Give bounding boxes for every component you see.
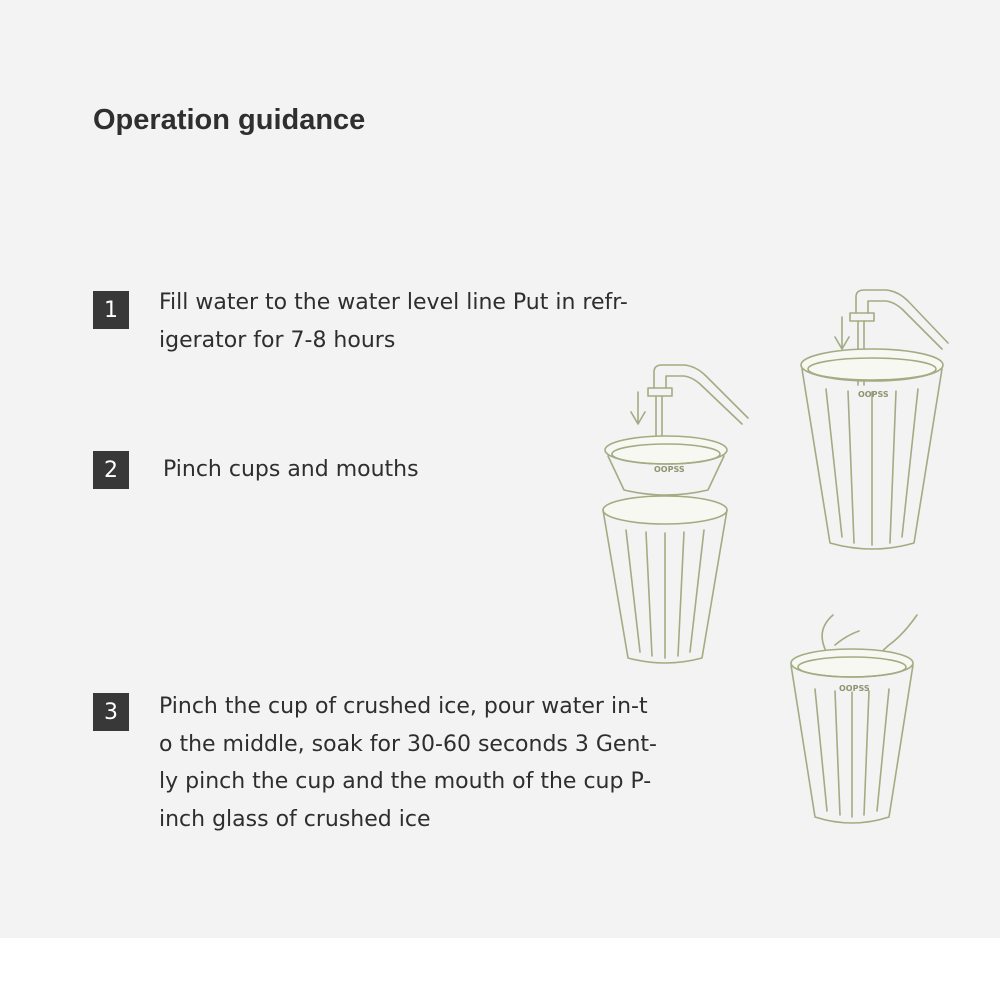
brand-mark: OOPSS [858,390,889,399]
cup-icon [801,349,943,549]
step-text: Pinch cups and mouths [163,457,419,482]
step-number-badge: 3 [93,693,129,731]
cup-filling-illustration [790,285,960,555]
cup-pinching-illustration [785,605,925,830]
down-arrow-icon [631,392,645,424]
cup-icon [603,436,727,663]
brand-mark: OOPSS [654,465,685,474]
cup-icon [791,649,913,823]
page-title: Operation guidance [93,104,366,136]
bottom-band [0,938,1000,1000]
cup-assembly-illustration [598,360,763,670]
step-text: Fill water to the water level line Put in refr- igerator for 7-8 hours [159,290,628,353]
step-text: Pinch the cup of crushed ice, pour water in-t o the middle, soak for 30-60 seconds 3 Gent- ly pinch the cup and the mouth of the cup P- inch glass of crushed ice [159,694,657,832]
step-number-badge: 2 [93,451,129,489]
down-arrow-icon [835,317,849,349]
step-number-badge: 1 [93,291,129,329]
brand-mark: OOPSS [839,684,870,693]
